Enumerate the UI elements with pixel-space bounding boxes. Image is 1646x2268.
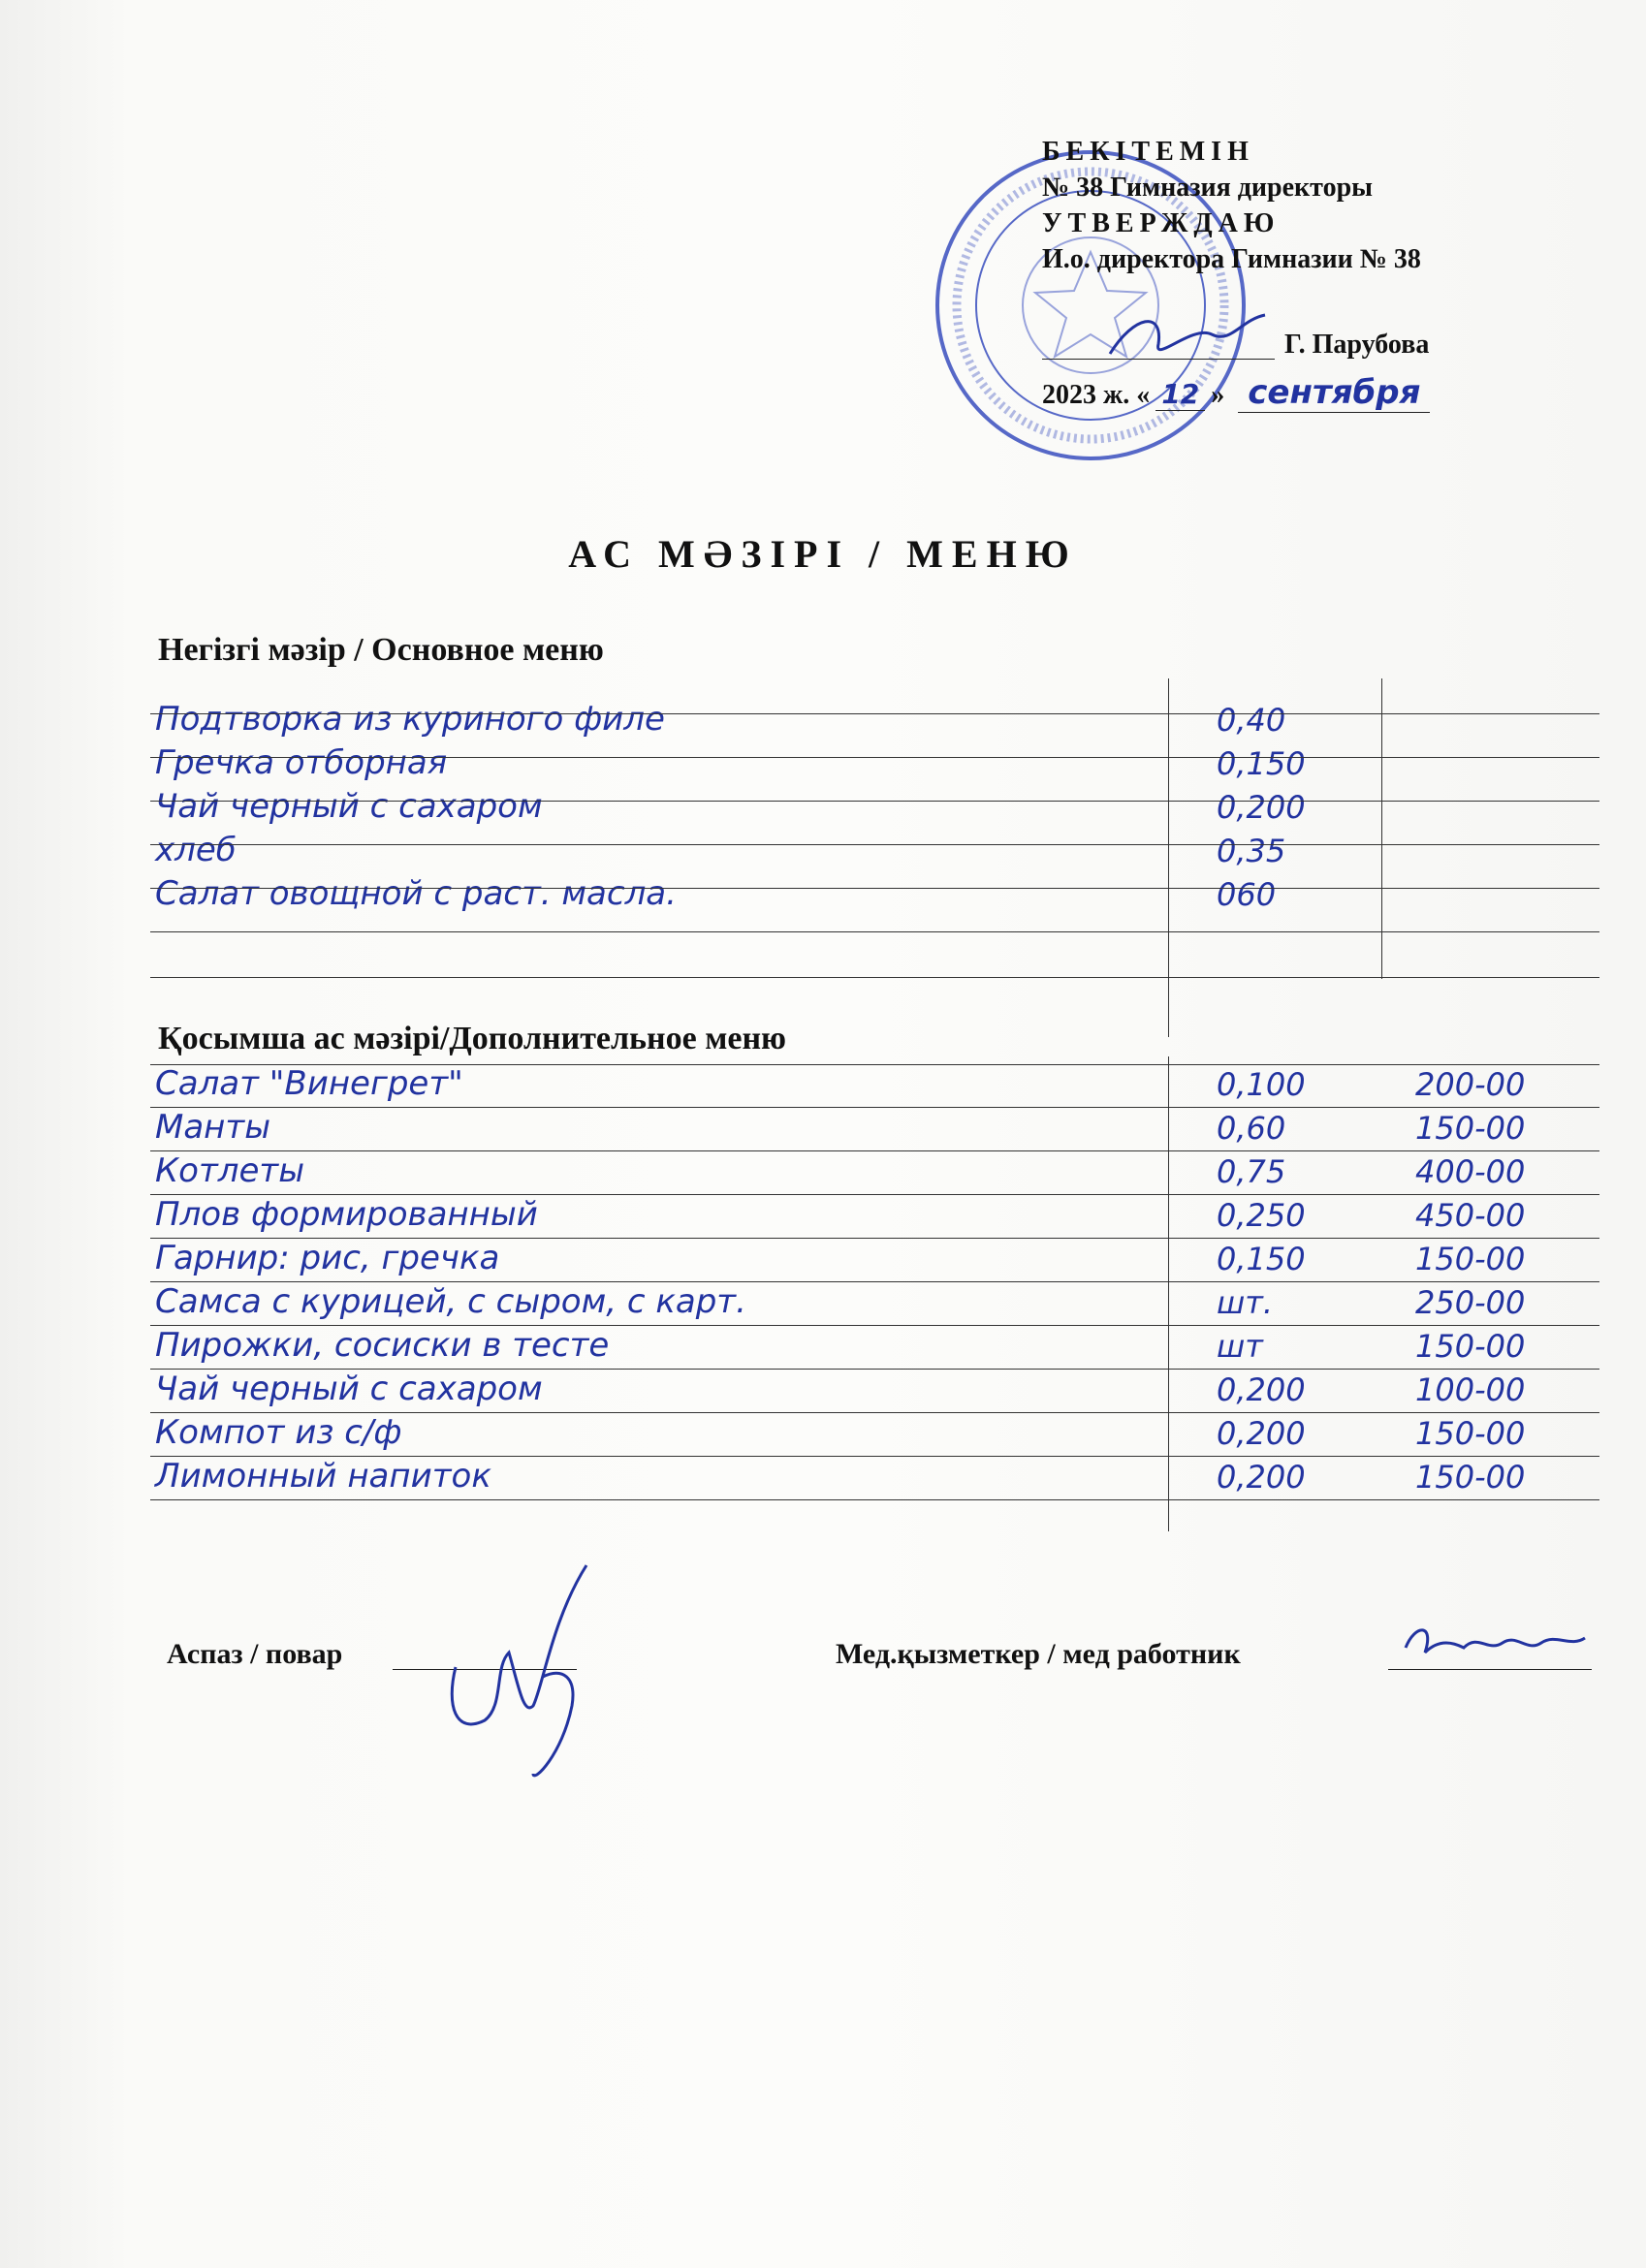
dish-name: Подтворка из куриного филе xyxy=(155,700,665,739)
table-rule xyxy=(150,801,1599,802)
main-menu-heading: Негізгі мәзір / Основное меню xyxy=(158,632,604,668)
dish-price: 150-00 xyxy=(1415,1241,1526,1277)
dish-name: Чай черный с сахаром xyxy=(155,1370,543,1408)
date-sep: » xyxy=(1211,380,1225,410)
dish-name: Манты xyxy=(155,1108,271,1147)
director-name: Г. Парубова xyxy=(1284,330,1430,360)
dish-name: Чай черный с сахаром xyxy=(155,787,543,826)
dish-price: 150-00 xyxy=(1415,1110,1526,1147)
table-row xyxy=(0,1151,1646,1194)
table-row xyxy=(0,743,1646,786)
director-signature xyxy=(1105,305,1270,373)
dish-price: 200-00 xyxy=(1415,1066,1526,1103)
med-worker-label: Мед.қызметкер / мед работник xyxy=(836,1638,1241,1670)
table-rule xyxy=(150,1369,1599,1370)
table-rule xyxy=(150,1412,1599,1413)
dish-name: Компот из с/ф xyxy=(155,1413,402,1452)
table-rule xyxy=(150,1194,1599,1195)
dish-name: Салат "Винегрет" xyxy=(155,1064,463,1103)
table-row xyxy=(0,1239,1646,1281)
approval-kz-heading: БЕКІТЕМІН xyxy=(1042,137,1254,167)
table-rule xyxy=(150,1150,1599,1151)
dish-name: Плов формированный xyxy=(155,1195,538,1234)
approval-ru-heading: УТВЕРЖДАЮ xyxy=(1042,208,1281,238)
dish-weight: 060 xyxy=(1217,876,1277,913)
table-rule xyxy=(150,1064,1599,1065)
dish-weight: 0,250 xyxy=(1217,1197,1306,1234)
dish-weight: шт xyxy=(1217,1328,1263,1365)
dish-weight: шт. xyxy=(1217,1284,1274,1321)
dish-name: хлеб xyxy=(155,831,237,869)
dish-weight: 0,40 xyxy=(1217,702,1286,739)
dish-weight: 0,200 xyxy=(1217,789,1306,826)
dish-weight: 0,75 xyxy=(1217,1153,1286,1190)
dish-name: Салат овощной с раст. масла. xyxy=(155,874,677,913)
table-row xyxy=(0,831,1646,873)
table-row xyxy=(0,1370,1646,1412)
table-row xyxy=(0,1195,1646,1238)
approval-block xyxy=(1042,134,1421,277)
table-row xyxy=(0,1326,1646,1369)
dish-weight: 0,35 xyxy=(1217,833,1286,869)
dish-weight: 0,150 xyxy=(1217,745,1306,782)
table-row xyxy=(0,1413,1646,1456)
table-row xyxy=(0,1108,1646,1150)
dish-weight: 0,200 xyxy=(1217,1415,1306,1452)
table-row xyxy=(0,874,1646,917)
dish-name: Гарнир: рис, гречка xyxy=(155,1239,500,1277)
table-row xyxy=(0,1064,1646,1107)
table-row xyxy=(0,1457,1646,1499)
dish-price: 150-00 xyxy=(1415,1459,1526,1496)
table-rule xyxy=(150,1499,1599,1500)
table-rule xyxy=(150,1325,1599,1326)
table-rule xyxy=(150,1456,1599,1457)
dish-weight: 0,200 xyxy=(1217,1459,1306,1496)
table-rule xyxy=(150,1107,1599,1108)
dish-name: Лимонный напиток xyxy=(155,1457,491,1496)
cook-label: Аспаз / повар xyxy=(167,1638,343,1670)
med-signature-line xyxy=(1388,1669,1592,1670)
table-rule xyxy=(150,1238,1599,1239)
dish-weight: 0,200 xyxy=(1217,1371,1306,1408)
table-row xyxy=(0,787,1646,830)
table-rule xyxy=(150,844,1599,845)
date-day: 12 xyxy=(1155,378,1205,411)
dish-price: 400-00 xyxy=(1415,1153,1526,1190)
dish-name: Гречка отборная xyxy=(155,743,448,782)
dish-price: 250-00 xyxy=(1415,1284,1526,1321)
table-rule xyxy=(150,888,1599,889)
date-prefix: 2023 ж. « xyxy=(1042,380,1151,410)
cook-signature xyxy=(427,1560,611,1783)
menu-title: АС МӘЗІРІ / МЕНЮ xyxy=(568,532,1078,576)
table-rule xyxy=(150,931,1599,932)
table-row xyxy=(0,1282,1646,1325)
table-rule xyxy=(150,757,1599,758)
dish-name: Котлеты xyxy=(155,1151,305,1190)
table-rule xyxy=(150,1281,1599,1282)
dish-name: Самса с курицей, с сыром, с карт. xyxy=(155,1282,746,1321)
dish-name: Пирожки, сосиски в тесте xyxy=(155,1326,610,1365)
dish-price: 100-00 xyxy=(1415,1371,1526,1408)
date-month: сентября xyxy=(1238,373,1430,413)
dish-price: 150-00 xyxy=(1415,1415,1526,1452)
dish-weight: 0,100 xyxy=(1217,1066,1306,1103)
table-rule xyxy=(150,713,1599,714)
approval-ru-position: И.о. директора Гимназии № 38 xyxy=(1042,244,1421,274)
dish-price: 150-00 xyxy=(1415,1328,1526,1365)
dish-weight: 0,150 xyxy=(1217,1241,1306,1277)
med-worker-signature xyxy=(1396,1619,1590,1667)
dish-price: 450-00 xyxy=(1415,1197,1526,1234)
dish-weight: 0,60 xyxy=(1217,1110,1286,1147)
approval-date xyxy=(1042,373,1430,412)
extra-menu-heading: Қосымша ас мәзірі/Дополнительное меню xyxy=(158,1021,787,1056)
approval-kz-position: № 38 Гимназия директоры xyxy=(1042,173,1374,203)
table-row xyxy=(0,700,1646,742)
table-rule xyxy=(150,977,1599,978)
